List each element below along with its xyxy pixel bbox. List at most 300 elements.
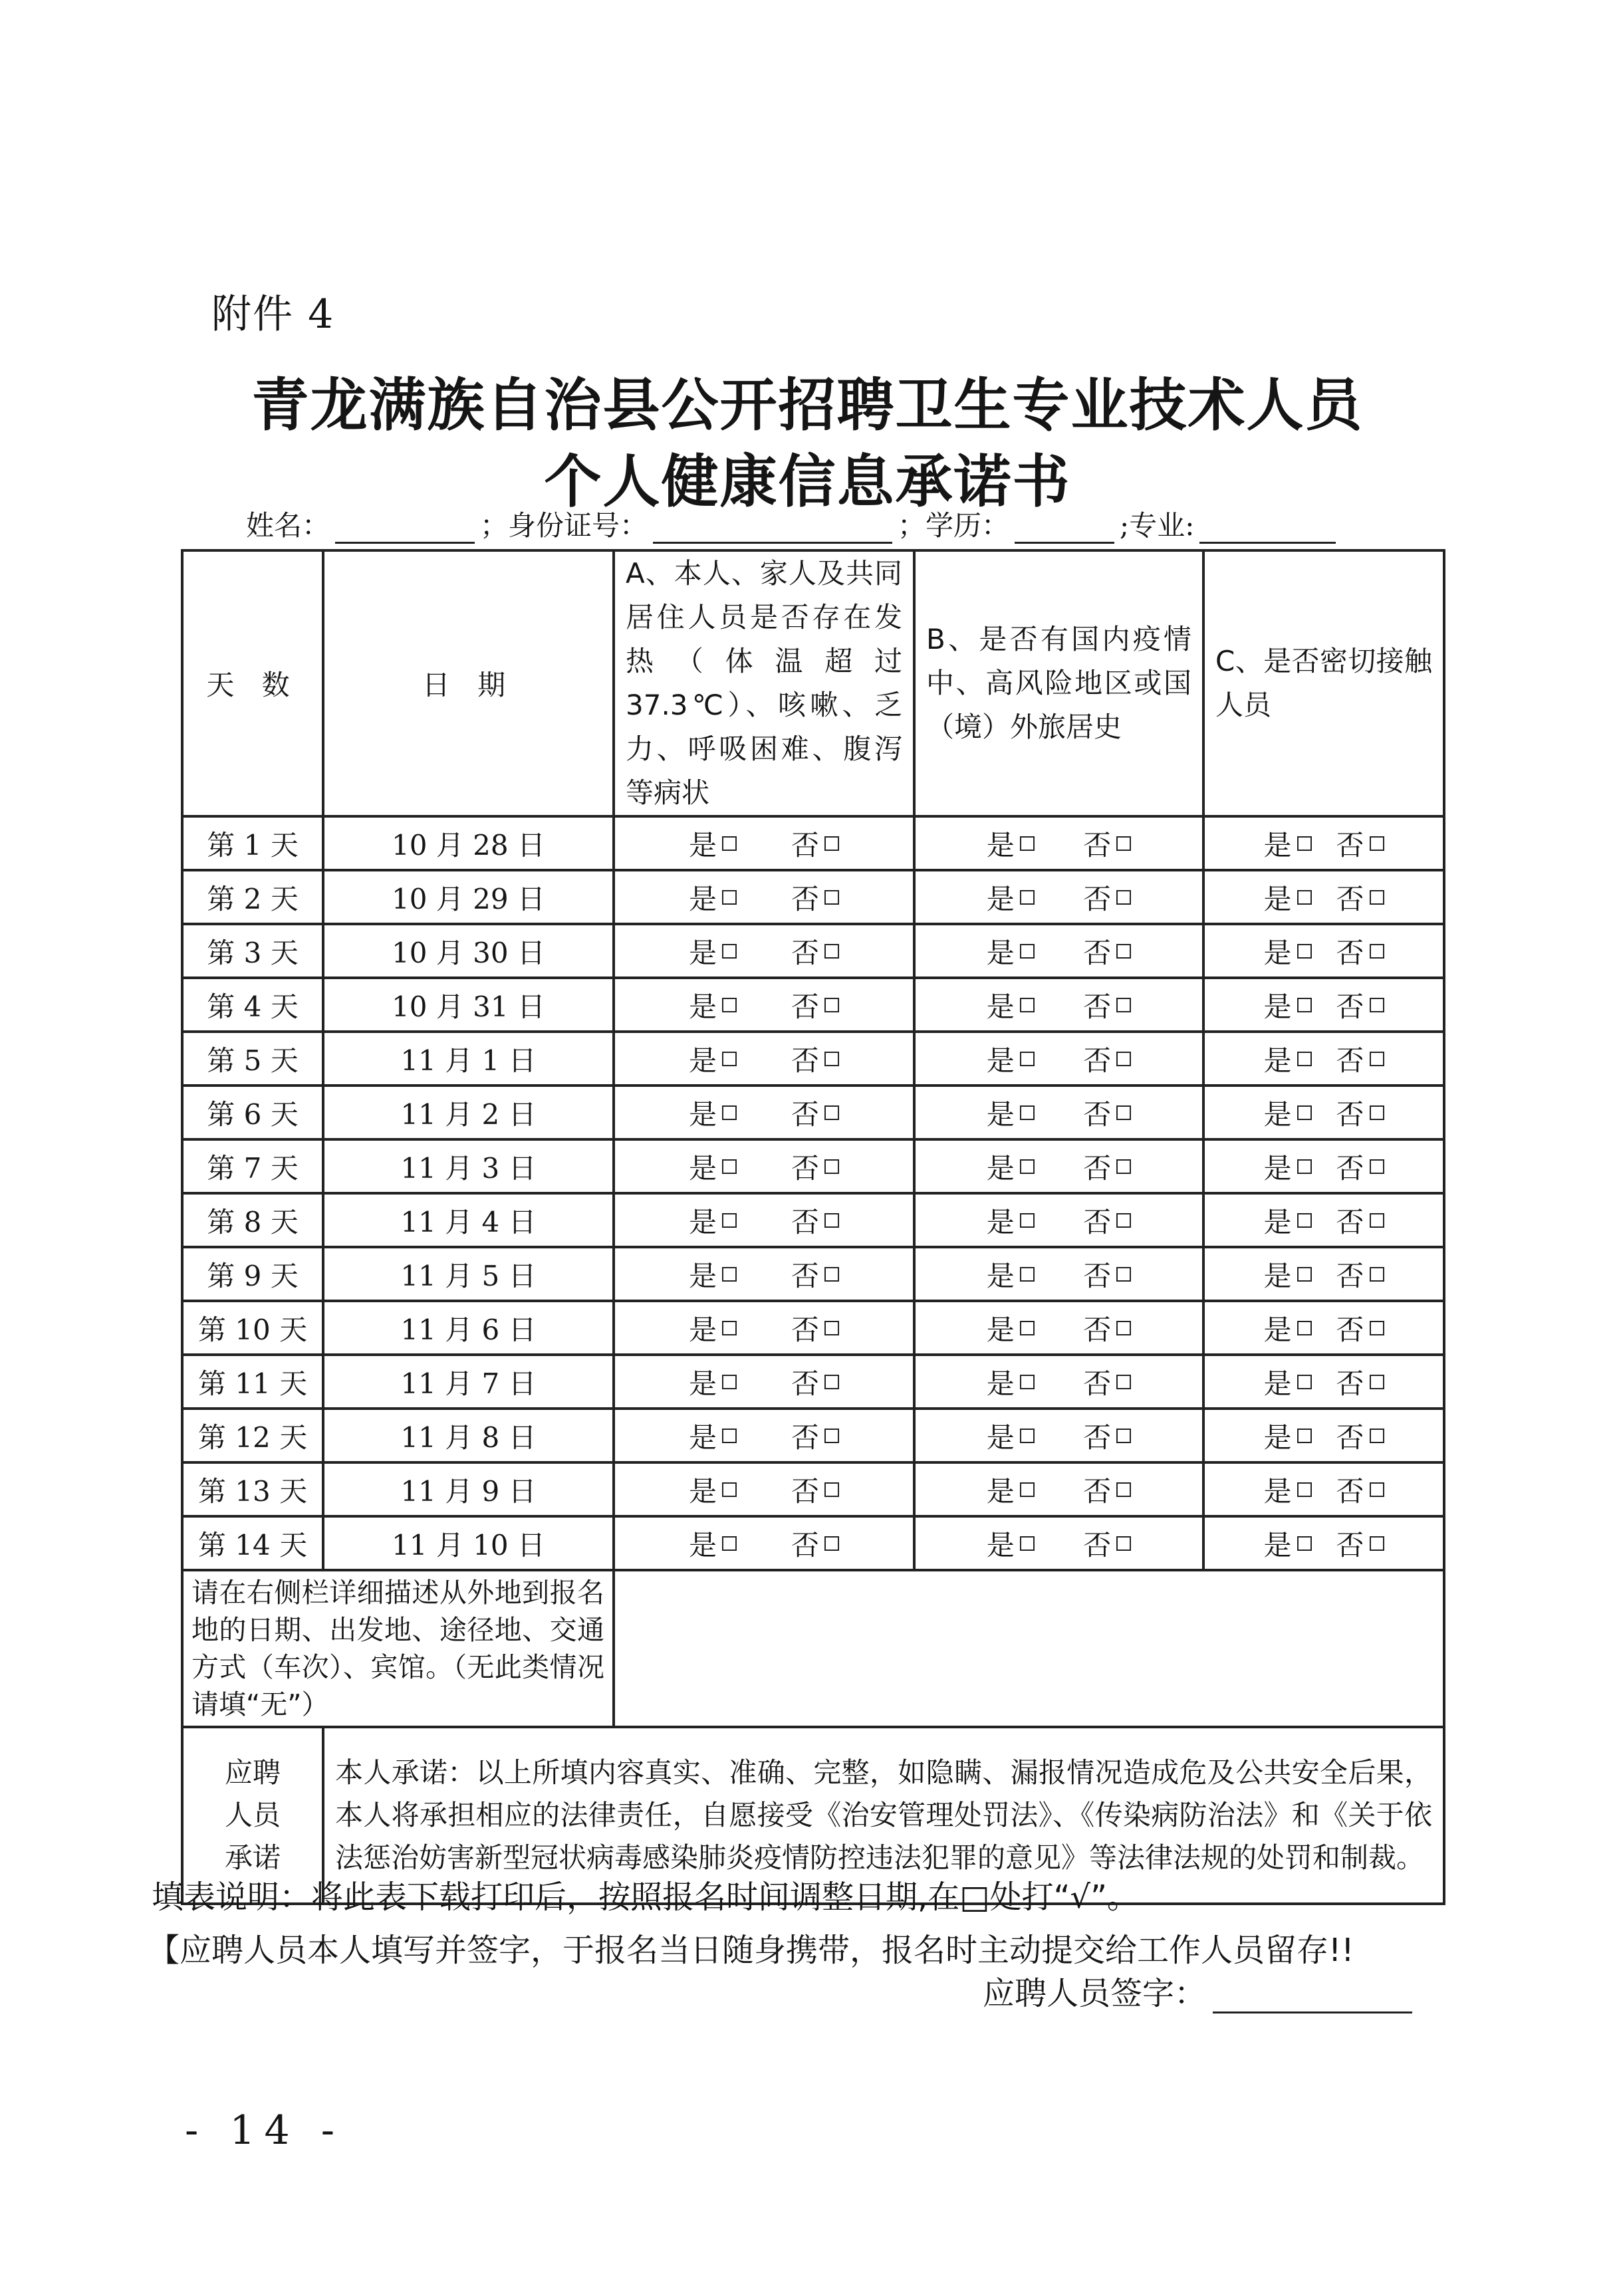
close-contact-answer-cell: [1203, 1409, 1444, 1462]
symptoms-answer-cell: [614, 1032, 914, 1086]
yes-option[interactable]: [689, 824, 737, 863]
no-option[interactable]: [1336, 1524, 1384, 1563]
yes-label: 是: [688, 1421, 717, 1454]
yes-label: 是: [986, 1474, 1015, 1508]
no-option[interactable]: [1336, 1254, 1384, 1294]
checkbox-icon[interactable]: [1297, 890, 1312, 905]
yes-option[interactable]: [1263, 931, 1311, 971]
yes-option[interactable]: [689, 1524, 737, 1563]
checkbox-icon[interactable]: [1020, 1536, 1035, 1551]
no-label: 否: [791, 1044, 819, 1077]
checkbox-icon[interactable]: [722, 1213, 737, 1228]
table-row: [182, 870, 1444, 924]
no-option[interactable]: [1336, 1416, 1384, 1456]
yes-option[interactable]: [1263, 1470, 1311, 1510]
yes-label: 是: [986, 1205, 1015, 1238]
checkbox-icon[interactable]: [1370, 1321, 1384, 1335]
yes-option[interactable]: [1263, 1416, 1311, 1456]
no-option[interactable]: [791, 1416, 839, 1456]
yes-label: 是: [688, 1044, 717, 1077]
no-option[interactable]: [1083, 1416, 1131, 1456]
yes-label: 是: [1263, 828, 1292, 861]
checkbox-icon[interactable]: [824, 1213, 839, 1228]
checkbox-icon[interactable]: [1116, 1321, 1131, 1335]
checkbox-icon[interactable]: [1370, 1052, 1384, 1066]
day-cell: 第 11 天: [182, 1355, 323, 1409]
no-option[interactable]: [791, 1201, 839, 1240]
checkbox-icon[interactable]: [1370, 1267, 1384, 1282]
checkbox-icon[interactable]: [824, 836, 839, 851]
personal-info-line: [246, 504, 1341, 544]
yes-option[interactable]: [689, 1416, 737, 1456]
symptoms-answer-cell: [614, 870, 914, 924]
checkbox-icon[interactable]: [722, 1536, 737, 1551]
checkbox-icon[interactable]: [1297, 1482, 1312, 1497]
yes-label: 是: [688, 1474, 717, 1508]
close-contact-answer-cell: [1203, 1301, 1444, 1355]
yes-option[interactable]: [1263, 1362, 1311, 1402]
checkbox-icon[interactable]: [1020, 890, 1035, 905]
close-contact-answer-cell: [1203, 1193, 1444, 1247]
no-option[interactable]: [1083, 1308, 1131, 1348]
day-cell: 第 10 天: [182, 1301, 323, 1355]
day-cell: 第 7 天: [182, 1139, 323, 1193]
checkbox-icon[interactable]: [1116, 1052, 1131, 1066]
yes-option[interactable]: [1263, 1308, 1311, 1348]
symptoms-answer-cell: [614, 816, 914, 870]
no-option[interactable]: [791, 1254, 839, 1294]
checkbox-icon[interactable]: [824, 1482, 839, 1497]
close-contact-answer-cell: [1203, 1086, 1444, 1139]
yes-option[interactable]: [689, 1039, 737, 1079]
no-label: 否: [1336, 828, 1364, 861]
yes-label: 是: [986, 1367, 1015, 1400]
yes-option[interactable]: [987, 1470, 1035, 1510]
yes-option[interactable]: [987, 985, 1035, 1025]
yes-label: 是: [1263, 990, 1292, 1023]
no-option[interactable]: [1083, 1524, 1131, 1563]
signature-line: [983, 1968, 1412, 2013]
no-option[interactable]: [1336, 1039, 1384, 1079]
date-cell: 10 月 31 日: [323, 978, 614, 1032]
table-row: [182, 1086, 1444, 1139]
checkbox-icon[interactable]: [1116, 1429, 1131, 1443]
no-label: 否: [791, 1259, 819, 1292]
checkbox-icon[interactable]: [1020, 1052, 1035, 1066]
no-option[interactable]: [791, 824, 839, 863]
no-option[interactable]: [1336, 1308, 1384, 1348]
no-label: 否: [791, 1421, 819, 1454]
checkbox-icon[interactable]: [1297, 1105, 1312, 1120]
close-contact-answer-cell: [1203, 924, 1444, 978]
yes-label: 是: [1263, 1313, 1292, 1346]
yes-label: 是: [986, 828, 1015, 861]
checkbox-icon[interactable]: [1116, 1536, 1131, 1551]
yes-label: 是: [1263, 1421, 1292, 1454]
checkbox-icon[interactable]: [1020, 1267, 1035, 1282]
no-label: 否: [791, 936, 819, 969]
yes-label: 是: [1263, 936, 1292, 969]
date-cell: 11 月 8 日: [323, 1409, 614, 1462]
checkbox-icon[interactable]: [1297, 944, 1312, 959]
no-label: 否: [1083, 1097, 1112, 1131]
checkbox-icon[interactable]: [722, 890, 737, 905]
table-row: [182, 1301, 1444, 1355]
no-option[interactable]: [1336, 931, 1384, 971]
checkbox-icon[interactable]: [1116, 944, 1131, 959]
day-cell: 第 9 天: [182, 1247, 323, 1301]
no-label: 否: [1336, 1421, 1364, 1454]
checkbox-icon[interactable]: [1370, 998, 1384, 1012]
yes-option[interactable]: [689, 931, 737, 971]
no-label: 否: [1083, 1044, 1112, 1077]
symptoms-answer-cell: [614, 1301, 914, 1355]
no-label: 否: [1336, 1313, 1364, 1346]
checkbox-icon[interactable]: [1370, 836, 1384, 851]
yes-label: 是: [986, 1421, 1015, 1454]
checkbox-icon[interactable]: [1020, 1482, 1035, 1497]
travel-history-answer-cell: [914, 1462, 1203, 1516]
no-option[interactable]: [791, 1308, 839, 1348]
no-label: 否: [1083, 936, 1112, 969]
checkbox-icon[interactable]: [1297, 998, 1312, 1012]
yes-label: 是: [688, 1313, 717, 1346]
document-title-line1: 青龙满族自治县公开招聘卫生专业技术人员: [251, 372, 1364, 439]
checkbox-icon[interactable]: [722, 944, 737, 959]
yes-option[interactable]: [1263, 1254, 1311, 1294]
table-row: [182, 1139, 1444, 1193]
yes-label: 是: [688, 1528, 717, 1561]
checkbox-icon[interactable]: [1370, 1105, 1384, 1120]
checkbox-icon[interactable]: [722, 1482, 737, 1497]
no-option[interactable]: [1336, 1362, 1384, 1402]
no-label: 否: [791, 1205, 819, 1238]
yes-option[interactable]: [689, 1093, 737, 1133]
no-option[interactable]: [791, 931, 839, 971]
checkbox-icon[interactable]: [722, 1105, 737, 1120]
no-option[interactable]: [1083, 1362, 1131, 1402]
no-option[interactable]: [791, 1362, 839, 1402]
checkbox-icon[interactable]: [1370, 1482, 1384, 1497]
no-label: 否: [1083, 990, 1112, 1023]
checkbox-icon[interactable]: [722, 1375, 737, 1389]
checkbox-icon[interactable]: [1370, 1429, 1384, 1443]
yes-option[interactable]: [1263, 877, 1311, 917]
checkbox-icon[interactable]: [1116, 998, 1131, 1012]
yes-option[interactable]: [987, 1201, 1035, 1240]
checkbox-icon[interactable]: [1020, 1375, 1035, 1389]
checkbox-icon[interactable]: [1297, 836, 1312, 851]
checkbox-icon[interactable]: [722, 1159, 737, 1174]
travel-history-answer-cell: [914, 978, 1203, 1032]
no-option[interactable]: [1336, 1470, 1384, 1510]
checkbox-icon[interactable]: [1297, 1267, 1312, 1282]
no-option[interactable]: [1336, 824, 1384, 863]
no-option[interactable]: [1083, 877, 1131, 917]
checkbox-icon[interactable]: [1297, 1375, 1312, 1389]
promise-text: 本人承诺：以上所填内容真实、准确、完整，如隐瞒、漏报情况造成危及公共安全后果，本人将承担相应的法律责任，自愿接受《治安管理处罚法》、《传染病防治法》和《关于依法惩治妨害新型冠状病毒感染肺炎疫情防控违法犯罪的意见》等法律法规的处罚和制裁。: [323, 1727, 1444, 1904]
yes-option[interactable]: [1263, 1039, 1311, 1079]
education-field[interactable]: [1015, 542, 1114, 544]
checkbox-icon[interactable]: [722, 1267, 737, 1282]
no-label: 否: [791, 1313, 819, 1346]
date-cell: 11 月 3 日: [323, 1139, 614, 1193]
no-option[interactable]: [791, 877, 839, 917]
yes-option[interactable]: [987, 1524, 1035, 1563]
checkbox-icon[interactable]: [1116, 1267, 1131, 1282]
checkbox-icon[interactable]: [1297, 1321, 1312, 1335]
no-option[interactable]: [791, 985, 839, 1025]
checkbox-icon[interactable]: [824, 1536, 839, 1551]
yes-option[interactable]: [987, 1039, 1035, 1079]
close-contact-answer-cell: [1203, 1247, 1444, 1301]
checkbox-icon[interactable]: [1370, 1159, 1384, 1174]
checkbox-icon[interactable]: [1297, 1213, 1312, 1228]
checkbox-icon[interactable]: [1116, 890, 1131, 905]
checkbox-icon[interactable]: [1297, 1159, 1312, 1174]
date-cell: 11 月 1 日: [323, 1032, 614, 1086]
yes-label: 是: [688, 1259, 717, 1292]
symptoms-answer-cell: [614, 1139, 914, 1193]
checkbox-icon[interactable]: [1297, 1429, 1312, 1443]
yes-option[interactable]: [689, 1470, 737, 1510]
promise-label: 应聘人员承诺: [182, 1727, 323, 1904]
no-option[interactable]: [1336, 1147, 1384, 1187]
yes-label: 是: [688, 936, 717, 969]
no-option[interactable]: [791, 1147, 839, 1187]
checkbox-icon[interactable]: [1020, 836, 1035, 851]
no-option[interactable]: [1083, 1093, 1131, 1133]
symptoms-answer-cell: [614, 1409, 914, 1462]
date-cell: 11 月 5 日: [323, 1247, 614, 1301]
yes-label: 是: [688, 1205, 717, 1238]
day-cell: 第 6 天: [182, 1086, 323, 1139]
checkbox-icon[interactable]: [824, 890, 839, 905]
symptoms-answer-cell: [614, 1516, 914, 1570]
yes-option[interactable]: [689, 877, 737, 917]
no-label: 否: [791, 1151, 819, 1185]
checkbox-icon[interactable]: [1116, 836, 1131, 851]
submission-note: 【应聘人员本人填写并签字，于报名当日随身携带，报名时主动提交给工作人员留存!!: [148, 1932, 1354, 1969]
close-contact-answer-cell: [1203, 1516, 1444, 1570]
yes-option[interactable]: [987, 877, 1035, 917]
no-option[interactable]: [1083, 985, 1131, 1025]
no-label: 否: [1336, 1097, 1364, 1131]
yes-label: 是: [986, 990, 1015, 1023]
yes-label: 是: [1263, 1151, 1292, 1185]
yes-option[interactable]: [689, 1147, 737, 1187]
checkbox-icon[interactable]: [1020, 1321, 1035, 1335]
travel-description-field[interactable]: [614, 1570, 1444, 1727]
date-cell: 11 月 6 日: [323, 1301, 614, 1355]
checkbox-icon[interactable]: [1020, 1105, 1035, 1120]
checkbox-icon[interactable]: [1020, 1159, 1035, 1174]
no-option[interactable]: [1083, 824, 1131, 863]
major-field[interactable]: [1199, 542, 1336, 544]
yes-label: 是: [986, 1259, 1015, 1292]
no-label: 否: [1083, 1205, 1112, 1238]
no-label: 否: [1083, 1474, 1112, 1508]
checkbox-icon[interactable]: [824, 944, 839, 959]
day-cell: 第 5 天: [182, 1032, 323, 1086]
checkbox-icon[interactable]: [1297, 1052, 1312, 1066]
checkbox-icon[interactable]: [1020, 998, 1035, 1012]
yes-option[interactable]: [1263, 1093, 1311, 1133]
checkbox-icon[interactable]: [722, 998, 737, 1012]
no-label: 否: [1336, 990, 1364, 1023]
health-form-table: [181, 549, 1445, 1905]
no-label: 否: [791, 1367, 819, 1400]
travel-history-answer-cell: [914, 1086, 1203, 1139]
yes-option[interactable]: [987, 1093, 1035, 1133]
yes-option[interactable]: [689, 1254, 737, 1294]
table-row: [182, 1516, 1444, 1570]
close-contact-answer-cell: [1203, 978, 1444, 1032]
yes-option[interactable]: [1263, 824, 1311, 863]
no-label: 否: [1083, 882, 1112, 915]
no-option[interactable]: [1083, 1039, 1131, 1079]
close-contact-answer-cell: [1203, 870, 1444, 924]
checkbox-icon[interactable]: [824, 1321, 839, 1335]
travel-history-answer-cell: [914, 1193, 1203, 1247]
no-label: 否: [1083, 1528, 1112, 1561]
no-option[interactable]: [1083, 1470, 1131, 1510]
yes-label: 是: [688, 1151, 717, 1185]
checkbox-icon[interactable]: [1116, 1375, 1131, 1389]
checkbox-icon[interactable]: [722, 1429, 737, 1443]
table-row: [182, 1462, 1444, 1516]
name-field[interactable]: [335, 542, 475, 544]
document-title-line2: 个人健康信息承诺书: [544, 448, 1071, 515]
date-cell: 11 月 10 日: [323, 1516, 614, 1570]
yes-label: 是: [688, 882, 717, 915]
travel-history-answer-cell: [914, 1409, 1203, 1462]
checkbox-icon[interactable]: [1020, 1429, 1035, 1443]
no-option[interactable]: [1336, 877, 1384, 917]
yes-option[interactable]: [689, 1308, 737, 1348]
yes-label: 是: [688, 990, 717, 1023]
travel-history-answer-cell: [914, 1355, 1203, 1409]
yes-option[interactable]: [1263, 1524, 1311, 1563]
travel-description-label: 请在右侧栏详细描述从外地到报名地的日期、出发地、途径地、交通方式（车次）、宾馆。（无此类情况请填“无”）: [182, 1570, 614, 1727]
no-label: 否: [1336, 936, 1364, 969]
symptoms-answer-cell: [614, 1086, 914, 1139]
checkbox-icon[interactable]: [1297, 1536, 1312, 1551]
yes-label: 是: [1263, 1259, 1292, 1292]
no-option[interactable]: [1336, 985, 1384, 1025]
yes-option[interactable]: [689, 1362, 737, 1402]
yes-label: 是: [986, 1044, 1015, 1077]
no-label: 否: [1083, 1259, 1112, 1292]
day-cell: 第 13 天: [182, 1462, 323, 1516]
no-option[interactable]: [791, 1470, 839, 1510]
checkbox-icon[interactable]: [722, 1321, 737, 1335]
travel-history-answer-cell: [914, 816, 1203, 870]
day-cell: 第 4 天: [182, 978, 323, 1032]
symptoms-answer-cell: [614, 1355, 914, 1409]
no-label: 否: [1336, 1044, 1364, 1077]
yes-option[interactable]: [1263, 1201, 1311, 1240]
yes-option[interactable]: [987, 1308, 1035, 1348]
checkbox-icon[interactable]: [1370, 890, 1384, 905]
checkbox-icon[interactable]: [1370, 944, 1384, 959]
travel-history-answer-cell: [914, 924, 1203, 978]
checkbox-icon[interactable]: [1020, 1213, 1035, 1228]
no-label: 否: [791, 1474, 819, 1508]
yes-option[interactable]: [987, 1147, 1035, 1187]
checkbox-icon[interactable]: [1116, 1213, 1131, 1228]
no-option[interactable]: [1083, 1254, 1131, 1294]
close-contact-answer-cell: [1203, 816, 1444, 870]
yes-label: 是: [986, 936, 1015, 969]
no-option[interactable]: [791, 1524, 839, 1563]
table-row: [182, 1193, 1444, 1247]
travel-history-answer-cell: [914, 1139, 1203, 1193]
yes-option[interactable]: [987, 931, 1035, 971]
yes-label: 是: [688, 1097, 717, 1131]
yes-option[interactable]: [689, 1201, 737, 1240]
no-label: 否: [1083, 1151, 1112, 1185]
yes-option[interactable]: [987, 1416, 1035, 1456]
table-row: [182, 1032, 1444, 1086]
yes-option[interactable]: [1263, 985, 1311, 1025]
no-option[interactable]: [791, 1093, 839, 1133]
id-number-field[interactable]: [653, 542, 892, 544]
checkbox-icon[interactable]: [1370, 1213, 1384, 1228]
day-cell: 第 12 天: [182, 1409, 323, 1462]
close-contact-answer-cell: [1203, 1462, 1444, 1516]
checkbox-icon[interactable]: [1020, 944, 1035, 959]
signature-field[interactable]: [1213, 2011, 1412, 2013]
checkbox-icon[interactable]: [1370, 1375, 1384, 1389]
header-symptoms: A、本人、家人及共同居住人员是否存在发热（体温超过37.3℃）、咳嗽、乏力、呼吸困难、腹泻等病状: [614, 550, 914, 816]
no-option[interactable]: [1083, 1201, 1131, 1240]
header-date: 日 期: [323, 550, 614, 816]
yes-label: 是: [986, 1097, 1015, 1131]
checkbox-icon[interactable]: [824, 1375, 839, 1389]
no-label: 否: [1083, 1367, 1112, 1400]
no-option[interactable]: [1336, 1093, 1384, 1133]
checkbox-icon[interactable]: [824, 1052, 839, 1066]
no-option[interactable]: [1083, 931, 1131, 971]
checkbox-icon[interactable]: [722, 836, 737, 851]
travel-history-answer-cell: [914, 870, 1203, 924]
checkbox-icon[interactable]: [1370, 1536, 1384, 1551]
no-option[interactable]: [1336, 1201, 1384, 1240]
checkbox-icon[interactable]: [1116, 1159, 1131, 1174]
checkbox-icon[interactable]: [824, 998, 839, 1012]
checkbox-icon[interactable]: [824, 1429, 839, 1443]
checkbox-icon[interactable]: [824, 1159, 839, 1174]
no-option[interactable]: [1083, 1147, 1131, 1187]
yes-option[interactable]: [987, 1362, 1035, 1402]
yes-option[interactable]: [987, 1254, 1035, 1294]
checkbox-icon[interactable]: [824, 1267, 839, 1282]
no-label: 否: [1336, 1205, 1364, 1238]
checkbox-icon[interactable]: [1116, 1105, 1131, 1120]
checkbox-icon[interactable]: [824, 1105, 839, 1120]
yes-option[interactable]: [1263, 1147, 1311, 1187]
date-cell: 11 月 4 日: [323, 1193, 614, 1247]
no-option[interactable]: [791, 1039, 839, 1079]
checkbox-icon[interactable]: [722, 1052, 737, 1066]
yes-label: 是: [1263, 1205, 1292, 1238]
checkbox-icon[interactable]: [1116, 1482, 1131, 1497]
yes-option[interactable]: [689, 985, 737, 1025]
header-days: 天 数: [182, 550, 323, 816]
yes-option[interactable]: [987, 824, 1035, 863]
signature-label: 应聘人员签字：: [983, 1975, 1207, 2012]
